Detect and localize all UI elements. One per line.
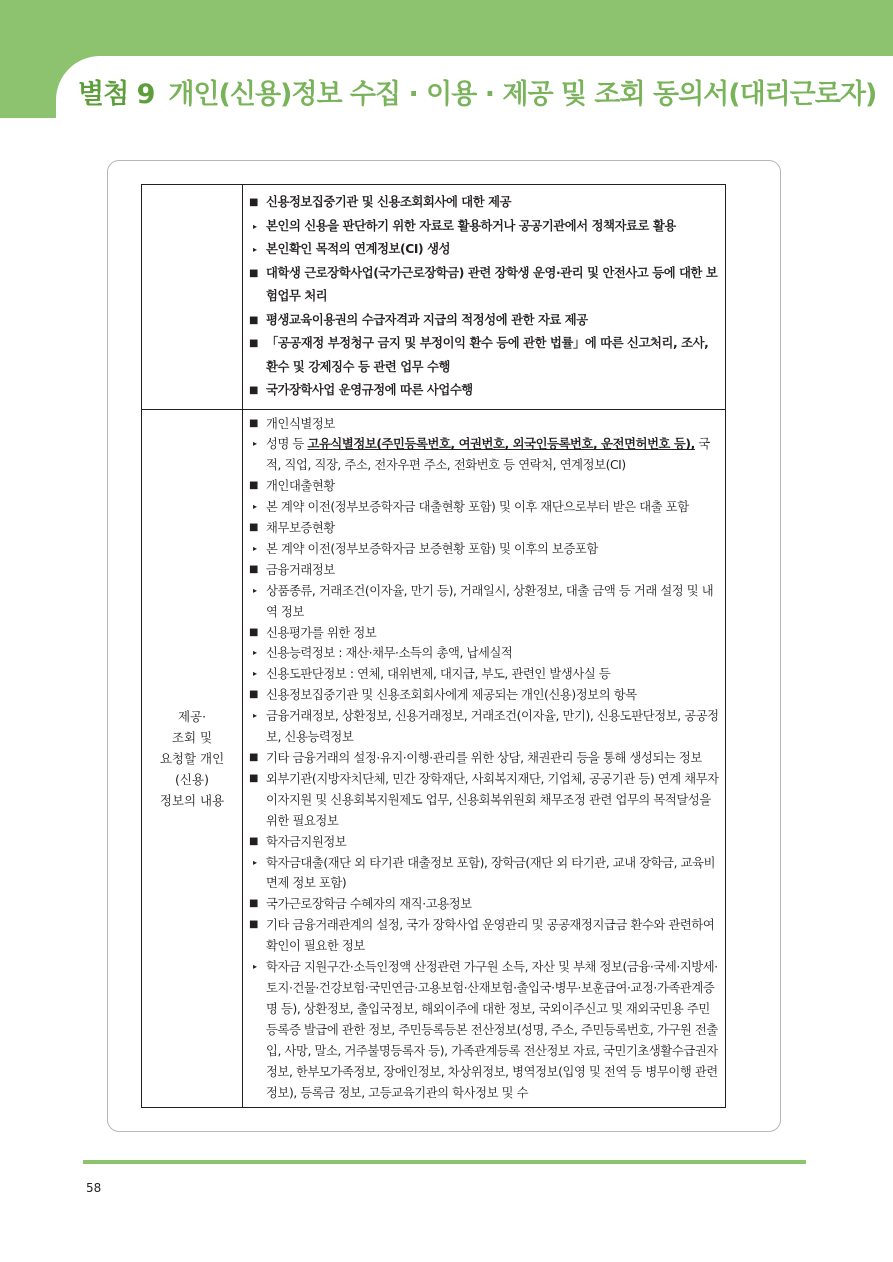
item-text: 학자금 지원구간·소득인정액 산정관련 가구원 소득, 자산 및 부채 정보(금융·국세·지방세·토지·건물·건강보험·국민연금·고용보험·산재보험·출입국·병무·보훈급여·교정·가족관계증명 등), 상환정보, 출입국정보, 해외이주에 대한 정보, 국외이주신고 및 재외국민용 주민등록증 발급에 관한 정보, 주민등록등본 전산정보(성명, 주소, 주민등록번호, 가구원 전출입, 사망, 말소, 거주불명등록자 등), 가족관계등록 전산정보 자료, 국민기초생활수급권자정보, 한부모가족정보, 장애인정보, 차상위정보, 병역정보(입영 및 전역 등 병무이행 관련 정보), 등록금 정보, 고등교육기관의 학사정보 및 수 xyxy=(266,960,718,1100)
item-text: 평생교육이용권의 수급자격과 지급의 적정성에 관한 자료 제공 xyxy=(266,312,588,327)
list-item xyxy=(248,379,720,403)
list-item xyxy=(248,215,720,239)
item-text: 국가장학사업 운영규정에 따른 사업수행 xyxy=(266,383,473,397)
list-item xyxy=(248,685,720,706)
square-bullet-icon: ■ xyxy=(249,197,259,208)
square-bullet-icon: ■ xyxy=(249,480,259,492)
item-text: 신용도판단정보 : 연체, 대위변제, 대지급, 부도, 관련인 발생사실 등 xyxy=(266,667,611,682)
item-text: 본인확인 목적의 연계정보(CI) 생성 xyxy=(266,242,451,256)
item-text: 학자금지원정보 xyxy=(266,834,347,849)
item-text: 외부기관(지방자치단체, 민간 장학재단, 사회복지재단, 기업체, 공공기관 등) 연계 채무자 이자지원 및 신용회복지원제도 업무, 신용회복위원회 채무조정 관련 업무의 목적달성을 위한 필요정보 xyxy=(266,771,719,828)
triangle-bullet-icon: ▸ xyxy=(253,648,257,658)
item-text: 대학생 근로장학사업(국가근로장학금) 관련 장학생 운영·관리 및 안전사고 등에 대한 보험업무 처리 xyxy=(266,265,718,303)
square-bullet-icon: ■ xyxy=(249,752,259,763)
item-text: 채무보증현황 xyxy=(266,521,335,536)
list-item xyxy=(248,434,720,476)
square-bullet-icon: ■ xyxy=(249,385,259,396)
list-item xyxy=(248,706,720,748)
square-bullet-icon: ■ xyxy=(249,835,259,847)
square-bullet-icon: ■ xyxy=(249,919,259,931)
item-text: 국적, 직업, 직장, 주소, 전자우편 주소, 전화번호 등 연락처, 연계정보(CI) xyxy=(266,437,710,473)
row2-content xyxy=(243,409,726,1108)
page-title xyxy=(78,72,876,118)
list-item xyxy=(248,643,720,664)
page-number: 58 xyxy=(86,1181,102,1195)
row2-label: 제공· 조회 및 요청할 개인 (신용) 정보의 내용 xyxy=(142,409,243,1108)
footer-rule xyxy=(83,1160,806,1164)
item-text-emphasis: 고유식별정보(주민등록번호, 여권번호, 외국인등록번호, 운전면허번호 등), xyxy=(307,437,695,452)
square-bullet-icon: ■ xyxy=(249,898,259,910)
item-text: 본 계약 이전(정부보증학자금 대출현황 포함) 및 이후 재단으로부터 받은 대출 포함 xyxy=(266,500,689,515)
list-item xyxy=(248,915,720,957)
triangle-bullet-icon: ▸ xyxy=(253,439,257,449)
item-text: 「공공재정 부정청구 금지 및 부정이익 환수 등에 관한 법률」에 따른 신고처리, 조사, 환수 및 강제징수 등 관련 업무 수행 xyxy=(266,336,709,374)
list-item xyxy=(248,476,720,497)
list-item xyxy=(248,332,720,379)
list-item xyxy=(248,309,720,333)
list-item xyxy=(248,664,720,685)
list-item xyxy=(248,853,720,895)
item-text: 금융거래정보 xyxy=(266,562,335,577)
item-text: 신용평가를 위한 정보 xyxy=(266,625,377,640)
item-text: 개인식별정보 xyxy=(266,416,335,431)
triangle-bullet-icon: ▸ xyxy=(253,962,257,972)
list-item xyxy=(248,191,720,215)
item-text: 본인의 신용을 판단하기 위한 자료로 활용하거나 공공기관에서 정책자료로 활용 xyxy=(266,218,676,233)
list-item xyxy=(248,748,720,769)
item-text: 상품종류, 거래조건(이자율, 만기 등), 거래일시, 상환정보, 대출 금액 등 거래 설정 및 내역 정보 xyxy=(266,583,714,619)
list-item xyxy=(248,497,720,518)
list-item xyxy=(248,894,720,915)
list-item xyxy=(248,539,720,560)
square-bullet-icon: ■ xyxy=(249,338,259,349)
list-item xyxy=(248,560,720,581)
document-title: 개인(신용)정보 수집 · 이용 · 제공 및 조회 동의서(대리근로자) xyxy=(168,79,877,110)
triangle-bullet-icon: ▸ xyxy=(253,711,257,721)
triangle-bullet-icon: ▸ xyxy=(253,221,257,231)
square-bullet-icon: ■ xyxy=(249,267,259,279)
item-text: 본 계약 이전(정부보증학자금 보증현황 포함) 및 이후의 보증포함 xyxy=(266,541,598,556)
item-text: 학자금대출(재단 외 타기관 대출정보 포함), 장학금(재단 외 타기관, 교내 장학금, 교육비 면제 정보 포함) xyxy=(266,855,716,891)
list-item xyxy=(248,581,720,623)
item-text: 신용능력정보 : 재산·채무·소득의 총액, 납세실적 xyxy=(266,646,513,661)
list-item xyxy=(248,262,720,309)
square-bullet-icon: ■ xyxy=(249,626,259,638)
list-item xyxy=(248,957,720,1103)
list-item xyxy=(248,769,720,832)
item-text: 기타 금융거래의 설정·유지·이행·관리를 위한 상담, 채권관리 등을 통해 생성되는 정보 xyxy=(266,751,702,765)
triangle-bullet-icon: ▸ xyxy=(253,502,257,512)
square-bullet-icon: ■ xyxy=(249,689,259,701)
item-text: 개인대출현황 xyxy=(266,479,335,494)
item-text: 신용정보집중기관 및 신용조회회사에 대한 제공 xyxy=(266,195,512,209)
appendix-label: 별첨 9 xyxy=(78,79,155,110)
triangle-bullet-icon: ▸ xyxy=(253,585,257,595)
item-text: 기타 금융거래관계의 설정, 국가 장학사업 운영관리 및 공공재정지급금 환수와 관련하여 확인이 필요한 정보 xyxy=(266,918,715,954)
list-item xyxy=(248,414,720,435)
triangle-bullet-icon: ▸ xyxy=(253,857,257,867)
table-row-info-content xyxy=(142,409,726,1108)
square-bullet-icon: ■ xyxy=(249,417,259,429)
triangle-bullet-icon: ▸ xyxy=(253,245,257,254)
triangle-bullet-icon: ▸ xyxy=(253,669,257,679)
list-item xyxy=(248,832,720,853)
consent-table xyxy=(141,184,726,1108)
list-item xyxy=(248,238,720,262)
square-bullet-icon: ■ xyxy=(249,563,259,575)
list-item xyxy=(248,623,720,644)
table-row-purpose xyxy=(142,185,726,410)
triangle-bullet-icon: ▸ xyxy=(253,543,257,553)
item-text-prefix: 성명 등 xyxy=(266,437,308,452)
row1-label xyxy=(142,185,243,410)
list-item xyxy=(248,518,720,539)
square-bullet-icon: ■ xyxy=(249,314,259,326)
item-text: 금융거래정보, 상환정보, 신용거래정보, 거래조건(이자율, 만기), 신용도판단정보, 공공정보, 신용능력정보 xyxy=(266,709,719,745)
square-bullet-icon: ■ xyxy=(249,772,259,784)
square-bullet-icon: ■ xyxy=(249,522,259,534)
item-text: 신용정보집중기관 및 신용조회회사에게 제공되는 개인(신용)정보의 항목 xyxy=(266,688,637,703)
row1-content xyxy=(243,185,726,410)
item-text: 국가근로장학금 수혜자의 재직·고용정보 xyxy=(266,897,472,912)
